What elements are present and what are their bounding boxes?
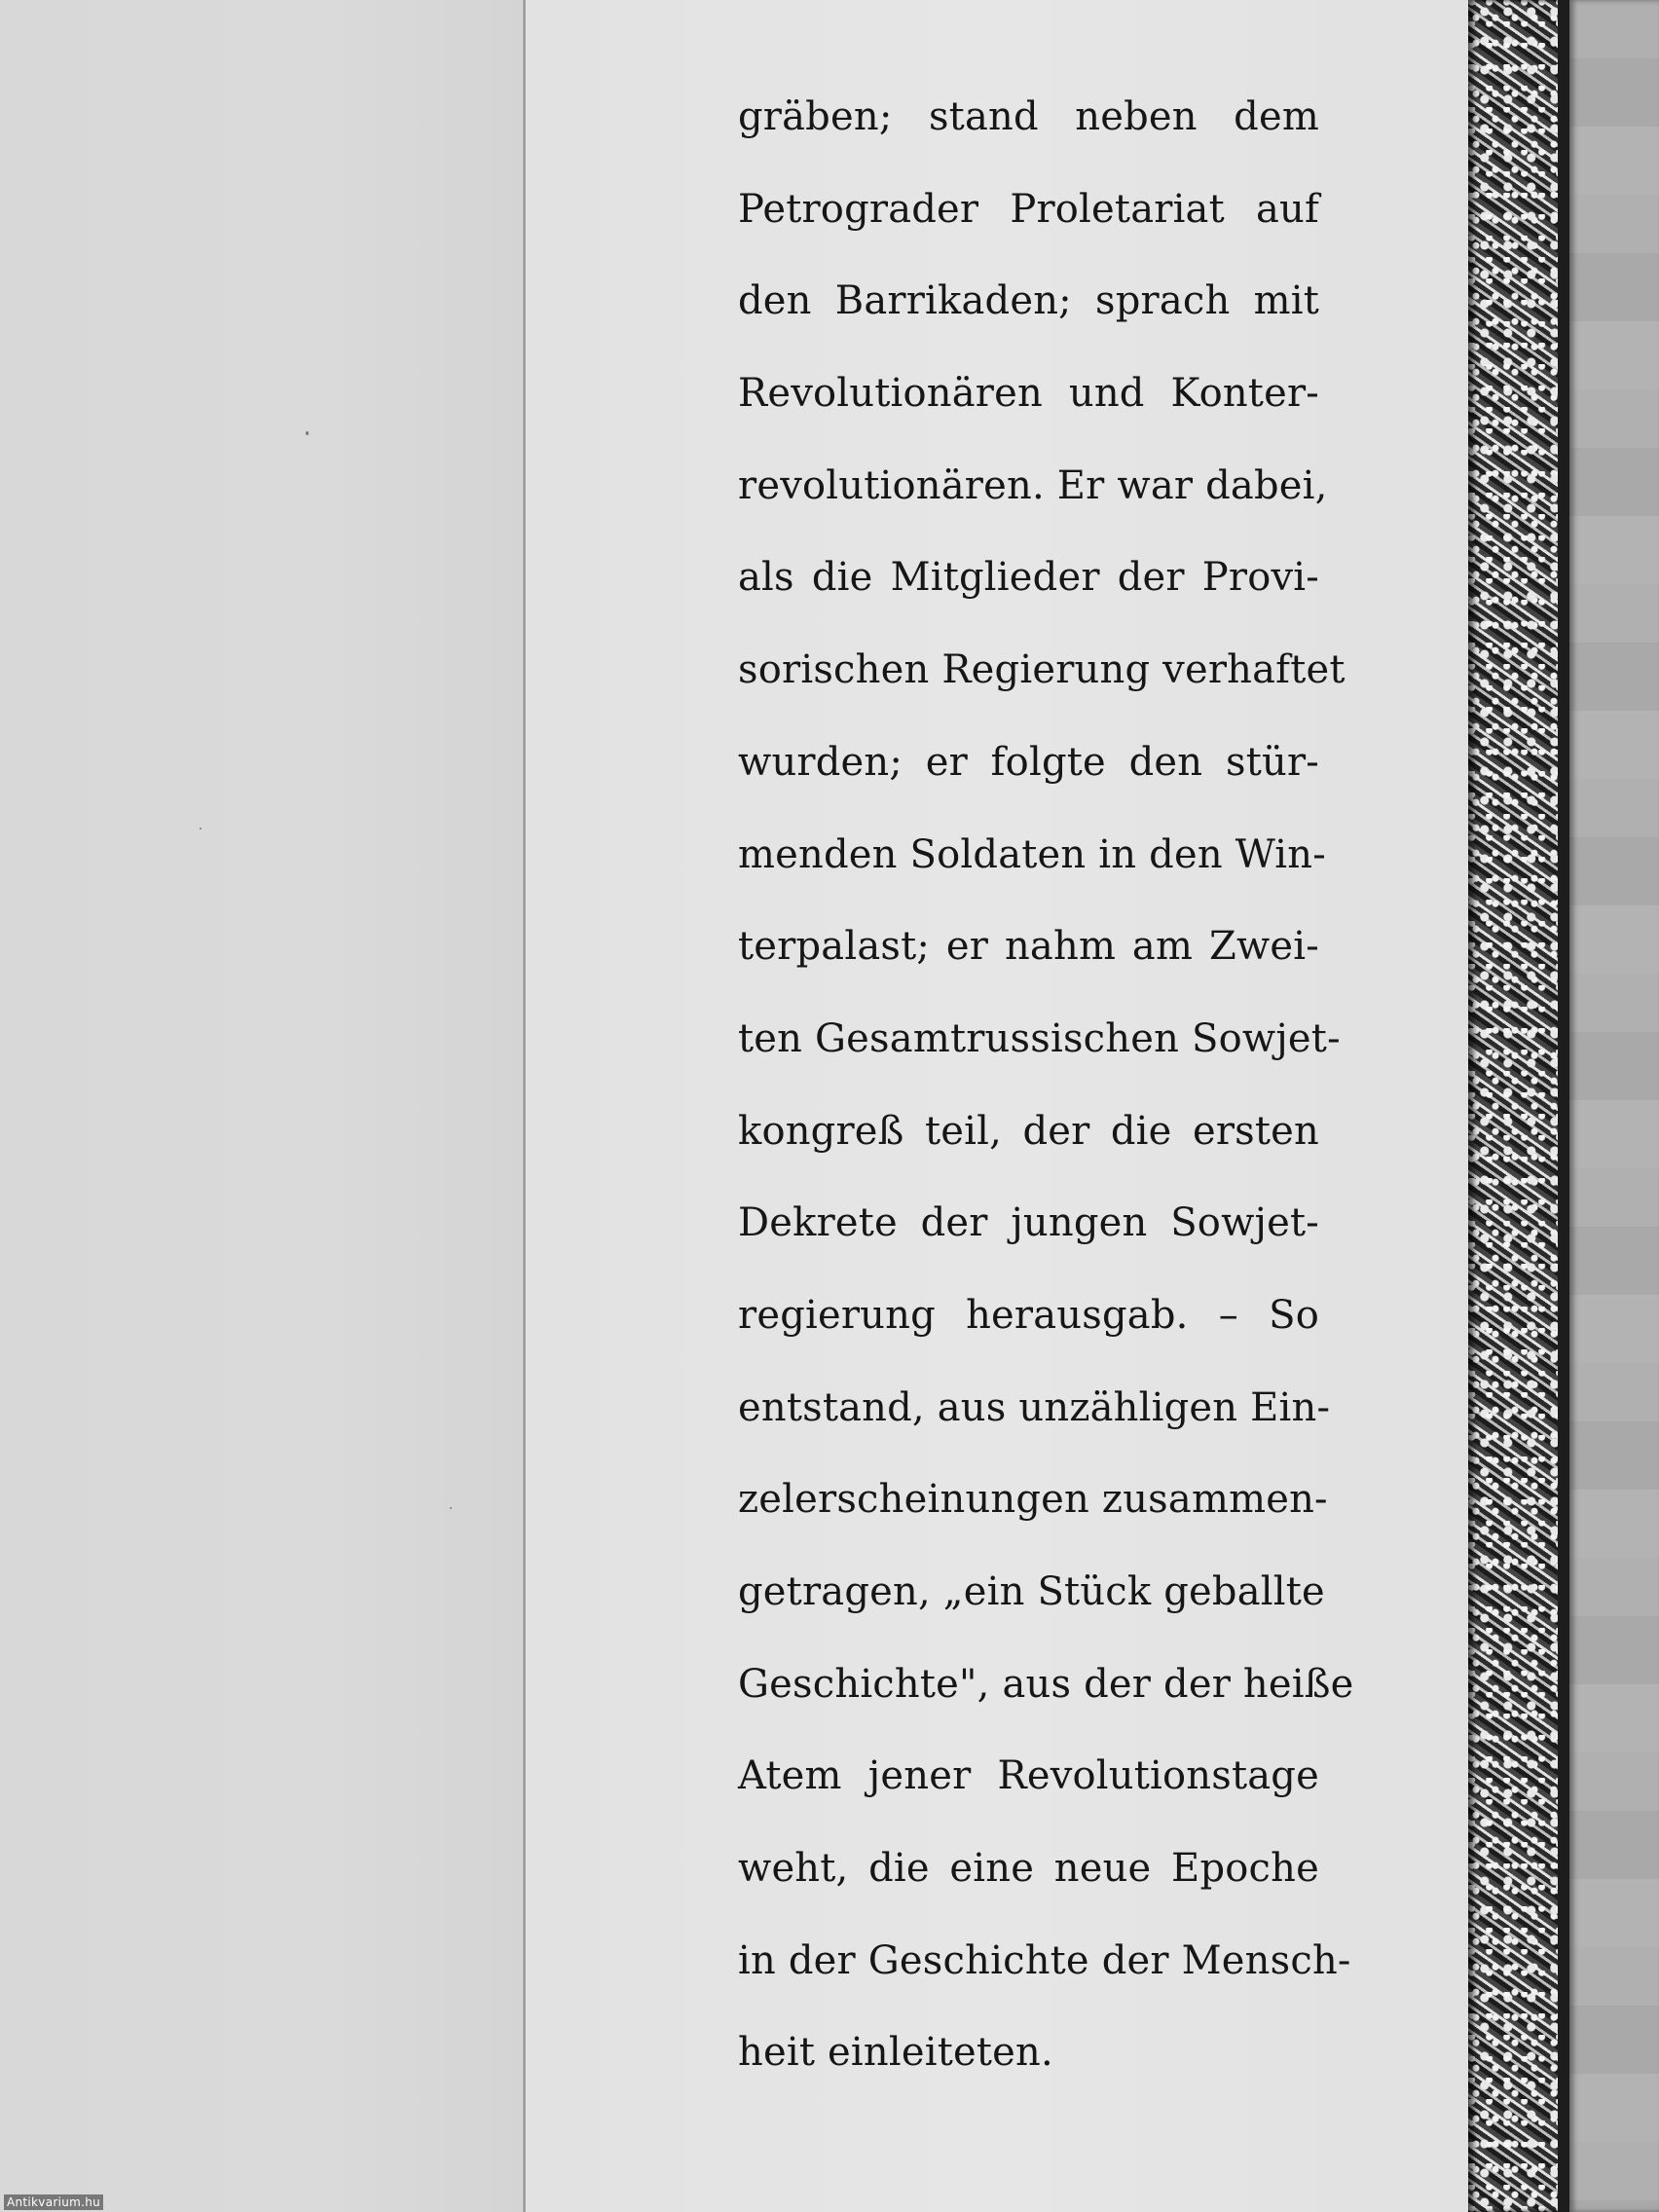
text-line: getragen, „ein Stück geballte: [738, 1569, 1325, 1614]
text-line: Atem jener Revolutionstage: [738, 1753, 1319, 1799]
text-line: Petrograder Proletariat auf: [738, 186, 1319, 232]
text-line: den Barrikaden; sprach mit: [738, 278, 1319, 324]
text-line: Dekrete der jungen Sowjet-: [738, 1200, 1319, 1246]
text-line: zelerscheinungen zusammen-: [738, 1477, 1328, 1523]
text-line: terpalast; er nahm am Zwei-: [738, 924, 1319, 970]
text-line: Revolutionären und Konter-: [738, 371, 1319, 417]
text-line: in der Geschichte der Mensch-: [738, 1937, 1351, 1983]
left-flap-page: [0, 0, 537, 2212]
text-line: gräben; stand neben dem: [738, 94, 1319, 139]
text-line: kongreß teil, der die ersten: [738, 1108, 1319, 1154]
text-line: heit einleiteten.: [738, 2030, 1053, 2076]
text-line: revolutionären. Er war dabei,: [738, 462, 1328, 508]
cover-edge: [1558, 0, 1569, 2212]
marbled-book-cover: [1468, 0, 1568, 2212]
paper-speck: [306, 431, 309, 435]
text-line: ten Gesamtrussischen Sowjet-: [738, 1015, 1341, 1061]
text-line: entstand, aus unzähligen Ein-: [738, 1384, 1331, 1430]
text-line: weht, die eine neue Epoche: [738, 1846, 1319, 1892]
background-wood: [1569, 0, 1659, 2212]
body-text: [738, 92, 1354, 2120]
watermark: Antikvarium.hu: [4, 2194, 103, 2210]
paper-speck: [200, 828, 202, 830]
text-line: Geschichte", aus der der heiße: [738, 1661, 1354, 1707]
text-line: menden Soldaten in den Win-: [738, 831, 1326, 877]
paper-speck: [450, 1507, 452, 1509]
text-line: wurden; er folgte den stür-: [738, 739, 1319, 785]
text-line: sorischen Regierung verhaftet: [738, 647, 1346, 693]
text-line: regierung herausgab. – So: [738, 1292, 1319, 1338]
text-line: als die Mitglieder der Provi-: [738, 555, 1319, 601]
